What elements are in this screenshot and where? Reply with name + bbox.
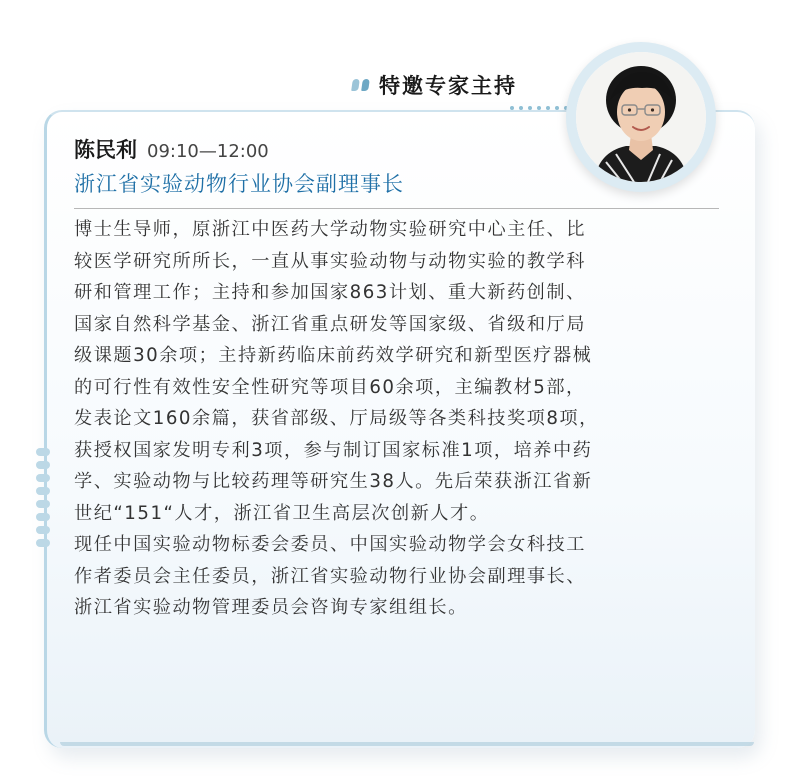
side-dots-decoration [36, 448, 50, 547]
bio-line: 学、实验动物与比较药理等研究生38人。先后荣获浙江省新 [74, 471, 593, 492]
speaker-name: 陈民利 [74, 138, 137, 162]
session-time: 09:10—12:00 [147, 141, 269, 162]
avatar [576, 52, 706, 182]
bio-line: 现任中国实验动物标委会委员、中国实验动物学会女科技工 [74, 534, 586, 555]
card-bottom-edge [60, 742, 754, 746]
speaker-portrait-icon [576, 52, 706, 182]
speaker-name-row [74, 134, 269, 164]
bio-line: 国家自然科学基金、浙江省重点研发等国家级、省级和厅局 [74, 313, 586, 335]
bio-line: 较医学研究所所长，一直从事实验动物与动物实验的教学科 [74, 250, 586, 272]
bio-line: 发表论文160余篇，获省部级、厅局级等各类科技奖项8项， [74, 408, 599, 429]
bio-line: 获授权国家发明专利3项，参与制订国家标准1项，培养中药 [74, 439, 593, 461]
bio-line: 作者委员会主任委员，浙江省实验动物行业协会副理事长、 [74, 565, 586, 587]
bio-line: 世纪“151“人才，浙江省卫生高层次创新人才。 [74, 502, 490, 524]
section-header [352, 70, 517, 100]
divider [74, 208, 719, 209]
bio-line: 级课题30余项；主持新药临床前药效学研究和新型医疗器械 [74, 345, 593, 366]
bio-line: 研和管理工作；主持和参加国家863计划、重大新药创制、 [74, 282, 586, 303]
bio-line: 浙江省实验动物管理委员会咨询专家组组长。 [74, 597, 468, 618]
quote-marks-icon [352, 79, 369, 91]
bio-line: 的可行性有效性安全性研究等项目60余项，主编教材5部， [74, 376, 586, 398]
speaker-bio [74, 214, 724, 624]
speaker-position: 浙江省实验动物行业协会副理事长 [74, 172, 404, 196]
bio-line: 博士生导师，原浙江中医药大学动物实验研究中心主任、比 [74, 219, 586, 240]
section-title: 特邀专家主持 [379, 74, 517, 98]
dots-decoration [510, 106, 568, 110]
